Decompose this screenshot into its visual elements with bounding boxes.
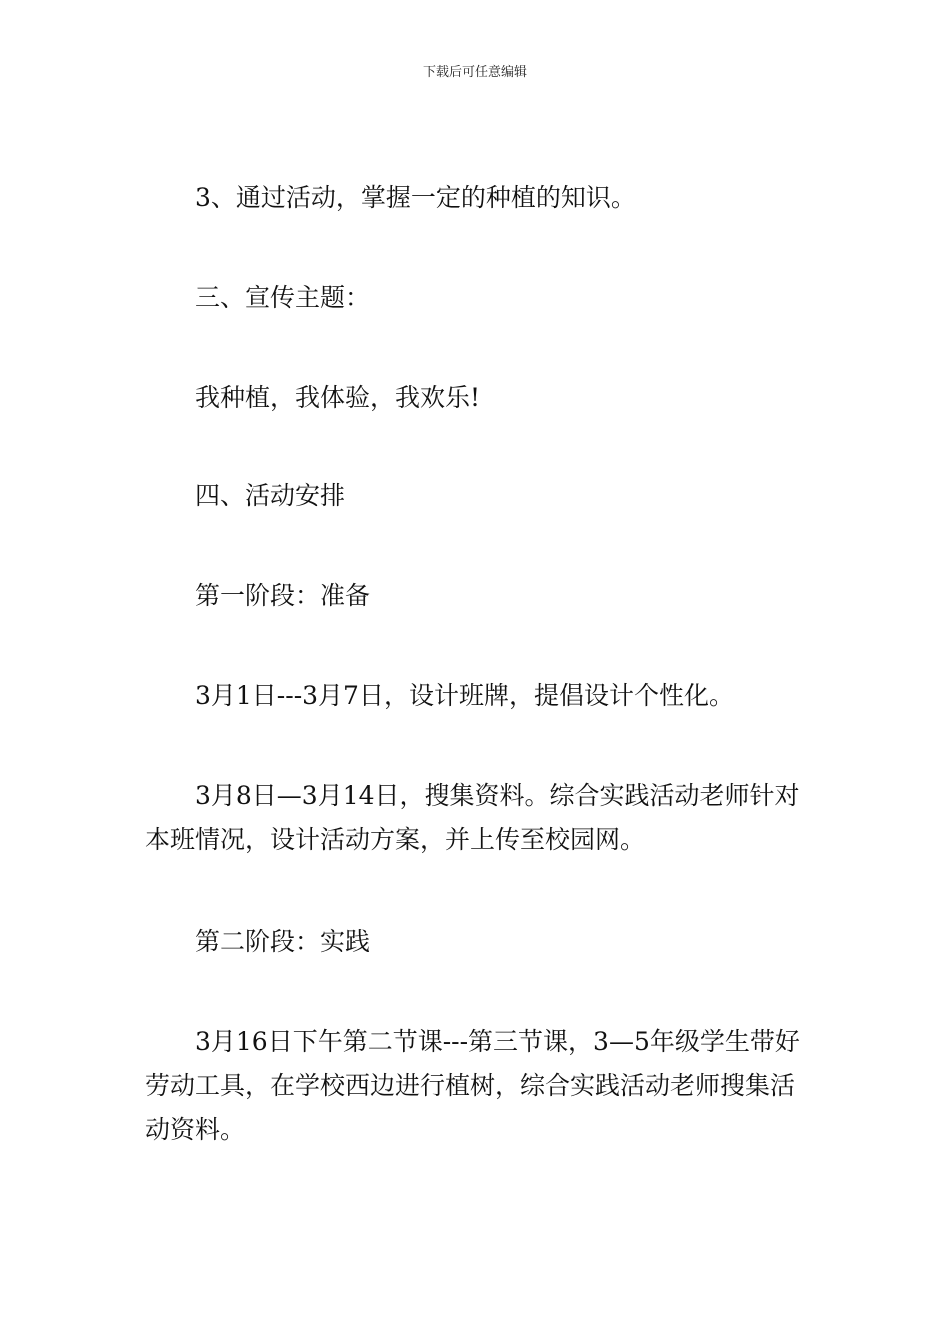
paragraph-stage1-item1: 3月1日---3月7日，设计班牌，提倡设计个性化。 [195,681,734,710]
paragraph-stage2-item1: 3月16日下午第二节课---第三节课，3—5年级学生带好劳动工具，在学校西边进行植树，综合实践活动老师搜集活动资料。 [145,1027,800,1144]
paragraph-objective-3: 3、通过活动，掌握一定的种植的知识。 [195,183,636,212]
stage-heading-practice: 第二阶段：实践 [195,927,371,956]
paragraph-stage1-item2: 3月8日—3月14日，搜集资料。综合实践活动老师针对本班情况，设计活动方案，并上传至校园网。 [145,781,800,854]
section-heading-theme: 三、宣传主题： [195,283,371,312]
paragraph-theme-slogan: 我种植，我体验，我欢乐! [195,383,481,412]
page-header: 下载后可任意编辑 [422,65,527,80]
section-heading-schedule: 四、活动安排 [195,481,346,510]
stage-heading-preparation: 第一阶段：准备 [195,581,371,610]
